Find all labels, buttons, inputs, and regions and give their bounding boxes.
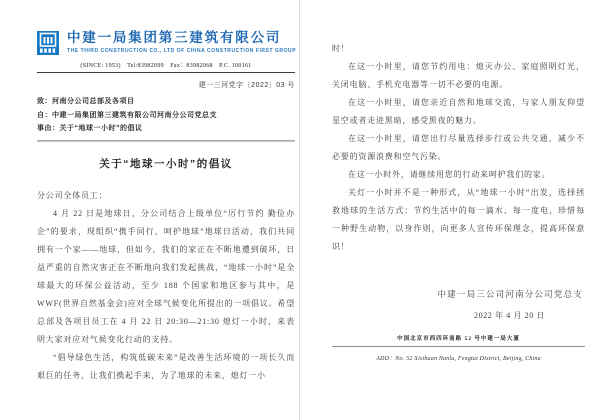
subject-line: 事由：关于“地球一小时”的倡议 [37, 125, 143, 132]
page-2 [300, 0, 600, 420]
footer-address-en: ADD：No. 52 Xisihuan Nanlu, Fengtai District, Beijing, China [376, 356, 541, 362]
paragraph-continuation: 时！ [332, 44, 350, 53]
footer-rule [332, 346, 585, 347]
salutation: 分公司全体员工： [37, 190, 108, 200]
company-logo-icon [37, 31, 59, 55]
footer-address-cn: 中国北京市西四环南路 52 号中建一局大厦 [397, 336, 520, 342]
signature-date: 2022 年 4 月 20 日 [474, 311, 545, 320]
paragraph: “倡导绿色生活，构筑低碳未来”是改善生活环境的一项长久而艰巨的任务，让我们携起手来，为了地球的未来，熄灯一小 [37, 352, 295, 380]
letterhead-text [67, 30, 295, 54]
paragraph: 在这一小时里，请您亲近自然和地球交流，与家人朋友仰望星空或者走进黑暗，感受黑夜的魅力。 [332, 98, 585, 125]
paragraph: 在这一小时外，请继续用您的行动来呵护我们的家。 [348, 170, 551, 179]
header-rule [37, 140, 295, 142]
signature-block [332, 288, 585, 321]
from-line: 自：中建一局集团第三建筑有限公司河南分公司党总支 [37, 111, 217, 119]
to-line: 致：河南分公司总部及各项目 [37, 98, 135, 105]
page2-body [332, 40, 585, 256]
document-title: 关于“地球一小时”的倡议 [99, 157, 233, 170]
letterhead [37, 30, 295, 55]
paragraph: 关灯一小时并不是一种形式，从“地球一小时”出发，选择拯救地球的生活方式：节约生活中的每一滴水、每一度电，珍惜每一种野生动物，以身作则，向更多人宣传环保理念，提高环保意识！ [332, 188, 585, 251]
paragraph: 4 月 22 日是地球日，分公司结合上级单位“厉行节约 勤俭办企”的要求，现组织“携手同行，呵护地球”地球日活动，我们共同拥有一个家——地球，但如今，我们的家正在不断地遭到破坏，日益严重的自然灾害正在不断地向我们发起挑战，“地球一小时”是全球最大的环保公益活动，至少 188 个国家和地区参与其中，是 WWF(世界自然基金会)应对全球气候变化所提出的一项倡议。希望总部及各项目员工在 4 月 22 日 20:30—21:30 熄灯一小时，来表明大家对应对气候变化行动的支持。 [37, 208, 295, 344]
paragraph: 在这一小时里，请您节约用电：熄灭办公、家庭照明灯光，关闭电脑、手机充电器等一切不必要的电源。 [332, 62, 585, 89]
page1-body [37, 187, 295, 385]
signature-name: 中建一局三公司河南分公司党总支 [437, 289, 583, 299]
letterhead-rule [37, 72, 295, 73]
page2-footer [332, 334, 585, 362]
company-name-cn: 中建一局集团第三建筑有限公司 [67, 30, 282, 45]
doc-number: 建一三河党字〔2022〕03 号 [198, 82, 295, 89]
paragraph: 在这一小时里，请您出行尽量选择步行或公共交通，减少不必要的资源浪费和空气污染。 [332, 134, 585, 161]
company-name-en: THE THIRD CONSTRUCTION CO., LTD OF CHINA CONSTRUCTION FIRST GROUP [67, 48, 297, 54]
contact-line: (SINCE: 1953) Tel:83982099 Fax：83982068 P.C. 100161 [80, 63, 252, 69]
